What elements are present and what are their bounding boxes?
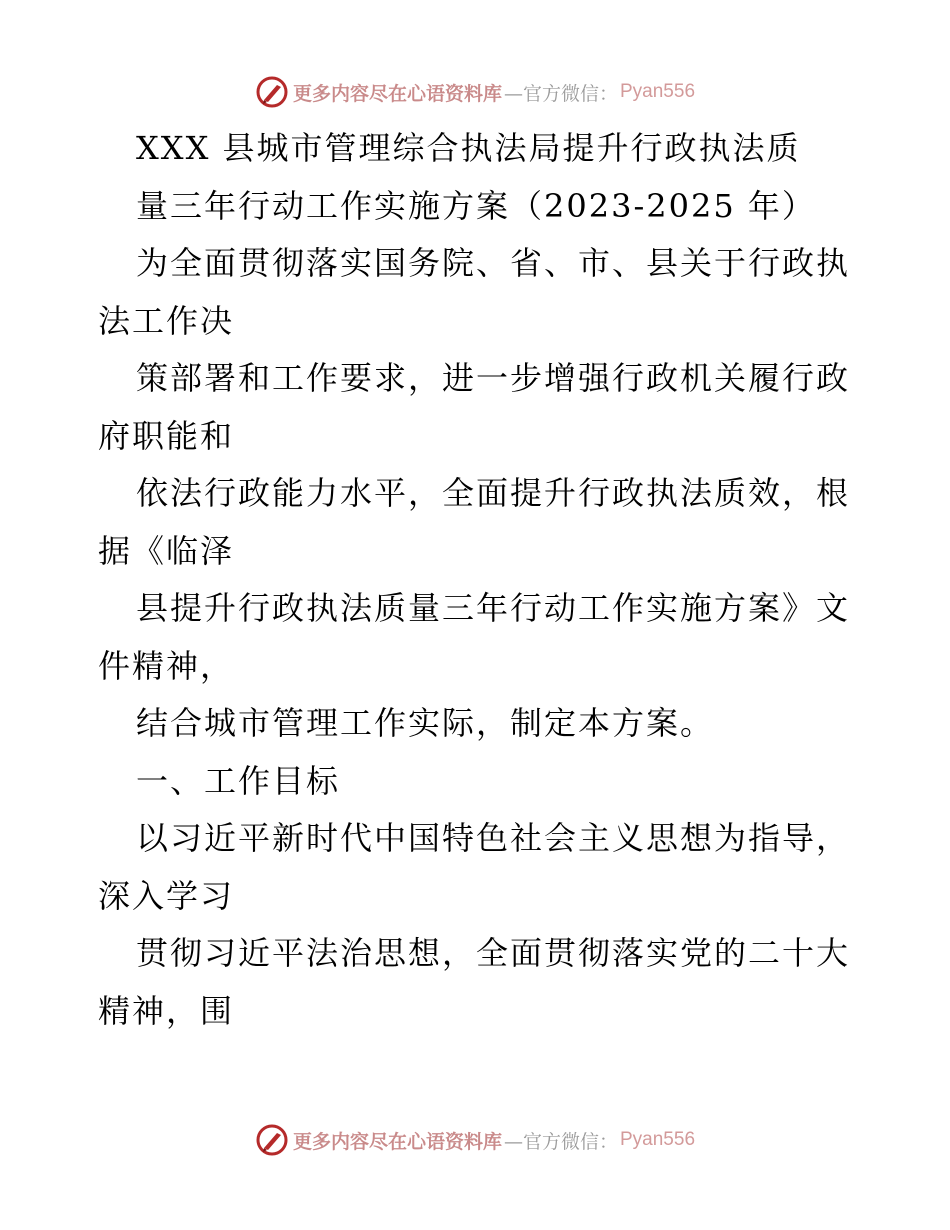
banner-separator: —官方微信： <box>503 82 618 105</box>
banner-title: 更多内容尽在心语资料库 <box>292 82 502 105</box>
pen-logo-icon <box>255 75 289 109</box>
text-line: 为全面贯彻落实国务院、省、市、县关于行政执 <box>136 244 851 282</box>
document-body <box>98 120 858 1040</box>
pen-logo-icon <box>255 1123 289 1157</box>
text-line: 量三年行动工作实施方案（2023-2025 年） <box>136 186 816 225</box>
header-banner <box>0 72 950 112</box>
text-line: 精神，围 <box>98 991 235 1030</box>
banner-wechat-id: Pyan556 <box>620 81 696 102</box>
text-line: 以习近平新时代中国特色社会主义思想为指导， <box>136 819 851 857</box>
text-line: 法工作决 <box>98 301 235 340</box>
footer-banner <box>0 1120 950 1160</box>
text-line: 深入学习 <box>98 876 235 915</box>
banner-wechat-id: Pyan556 <box>620 1129 696 1150</box>
text-line: 策部署和工作要求，进一步增强行政机关履行政 <box>136 359 851 397</box>
text-line: 件精神， <box>98 646 235 685</box>
text-line: 县提升行政执法质量三年行动工作实施方案》文 <box>136 589 851 627</box>
text-line: 一、工作目标 <box>136 761 341 800</box>
banner-separator: —官方微信： <box>503 1130 618 1153</box>
banner-title: 更多内容尽在心语资料库 <box>292 1130 502 1153</box>
text-line: 贯彻习近平法治思想，全面贯彻落实党的二十大 <box>136 934 851 972</box>
text-line: 结合城市管理工作实际，制定本方案。 <box>136 704 715 742</box>
text-line: 依法行政能力水平，全面提升行政执法质效，根 <box>136 474 851 512</box>
text-line: 府职能和 <box>98 416 235 455</box>
text-line: 据《临泽 <box>98 531 235 570</box>
text-line: XXX 县城市管理综合执法局提升行政执法质 <box>136 129 801 167</box>
